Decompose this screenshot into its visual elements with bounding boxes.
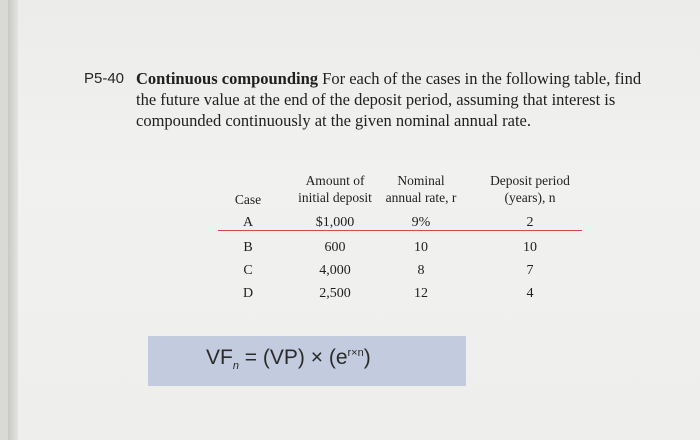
cell-case: B bbox=[243, 240, 253, 255]
cell-case: D bbox=[242, 286, 254, 301]
future-value-formula bbox=[206, 346, 371, 372]
cell-period: 2 bbox=[526, 215, 534, 230]
cell-period: 4 bbox=[526, 286, 534, 301]
cell-rate: 10 bbox=[414, 240, 428, 255]
header-period bbox=[480, 172, 580, 206]
page-sheet bbox=[8, 0, 700, 440]
formula-lhs: VF bbox=[206, 346, 233, 369]
formula-box bbox=[148, 336, 466, 386]
header-period-line1: Deposit period bbox=[490, 173, 570, 188]
problem-title: Continuous compounding bbox=[136, 69, 319, 88]
cell-rate: 8 bbox=[417, 263, 425, 278]
formula-lhs-subscript: n bbox=[232, 360, 239, 373]
formula-exponent: r×n bbox=[347, 347, 364, 359]
header-amount-line2: initial deposit bbox=[298, 190, 372, 205]
header-case: Case bbox=[234, 192, 262, 207]
cell-amount: $1,000 bbox=[315, 215, 355, 230]
header-amount-line1: Amount of bbox=[305, 173, 365, 188]
cell-amount: 2,500 bbox=[319, 286, 351, 301]
problem-number: P5-40 bbox=[84, 70, 125, 87]
cell-rate: 9% bbox=[411, 215, 431, 230]
cell-case: A bbox=[242, 215, 254, 230]
cell-period: 7 bbox=[526, 263, 534, 278]
header-period-line2: (years), n bbox=[504, 190, 556, 205]
formula-close: ) bbox=[363, 346, 371, 369]
header-rate-line1: Nominal bbox=[397, 173, 445, 188]
formula-body: = (VP) × (e bbox=[238, 346, 348, 369]
header-rate-line2: annual rate, r bbox=[385, 190, 457, 205]
problem-statement bbox=[136, 68, 656, 131]
cell-amount: 4,000 bbox=[319, 263, 351, 278]
cell-period: 10 bbox=[523, 240, 537, 255]
header-rate bbox=[376, 172, 466, 206]
problem-body: For each of the cases in the following table, find the future value at the end of the deposit period, assuming that interest is compounded continuously at the given nominal annual rate. bbox=[136, 69, 642, 130]
cell-amount: 600 bbox=[324, 240, 346, 255]
page-edge-shadow bbox=[8, 0, 18, 440]
header-amount bbox=[280, 172, 390, 206]
cell-case: C bbox=[243, 263, 253, 278]
cell-rate: 12 bbox=[414, 286, 428, 301]
